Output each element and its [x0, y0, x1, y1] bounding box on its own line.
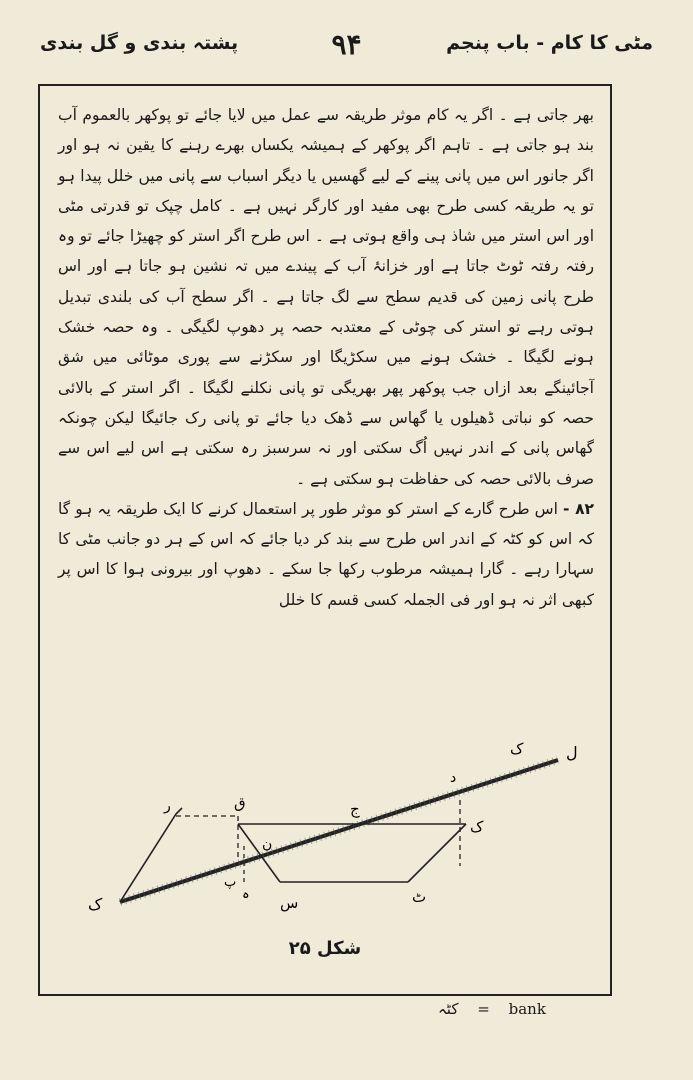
label-s: س	[280, 894, 299, 912]
label-t: ٹ	[412, 888, 427, 906]
label-p: پ	[224, 875, 237, 890]
footnote	[438, 1000, 546, 1018]
inner-right-line	[408, 824, 466, 882]
label-h: ہ	[242, 887, 250, 902]
label-q: ق	[234, 794, 246, 812]
paragraph-2-text: اس طرح گارے کے استر کو موثر طور پر استعمال کرنے کا ایک طریقہ یہ ہو گا کہ اس کو کٹہ کے اندر اس طرح سے بند کر دیا جائے کہ اس کے ہر دو جانب مٹی کا سہارا رہے ۔ گارا ہمیشہ مرطوب رکھا جا سکے ۔ دھوپ اور بیرونی ہوا کا اس پر کبھی اثر نہ ہو اور فی الجملہ کسی قسم کا خلل	[58, 499, 594, 609]
footnote-urdu-term: کٹہ	[438, 1000, 459, 1018]
label-d: د	[450, 770, 457, 786]
label-j: ج	[350, 800, 360, 818]
paragraph-number: ۸۲ -	[563, 499, 594, 518]
footnote-equals: =	[477, 1000, 490, 1018]
running-head-section: پشتہ بندی و گل بندی	[40, 32, 239, 54]
label-k-top: ک	[510, 740, 524, 758]
label-k-mid: ک	[470, 818, 484, 836]
content-frame	[38, 84, 612, 996]
page-number: ۹۴	[331, 28, 362, 61]
paragraph-2	[58, 494, 594, 615]
running-head-chapter: مٹی کا کام - باب پنجم	[446, 32, 653, 54]
paragraph-1: بھر جاتی ہے ۔ اگر یہ کام موثر طریقہ سے عمل میں لایا جائے تو پوکھر بالعموم آب بند ہو جاتی ہے ۔ تاہم اگر پوکھر کے ہمیشہ یکساں بھرے رہنے کا یقین نہ ہو اور اگر جانور اس میں پانی پینے کے لیے گھسیں یا دیگر اسباب سے پانی میں خلل پیدا ہو تو یہ طریقہ کسی طرح بھی مفید اور کارگر نہیں ہے ۔ کامل چپک تو قدرتی مٹی اور اس استر میں شاذ ہی واقع ہوتی ہے ۔ اس طرح اگر استر کو چھیڑا جائے تو وہ رفتہ رفتہ ٹوٹ جاتا ہے اور خزانۂ آب کے پیندے میں تہ نشین ہو جاتا ہے اور اس طرح پانی زمین کی قدیم سطح سے لگ جاتا ہے ۔ اگر سطح آب کی بلندی تبدیل ہوتی رہے تو استر کی چوٹی کے معتدبہ حصہ پر دھوپ لگیگی ۔ وہ حصہ خشک ہونے لگیگا ۔ خشک ہونے میں سکڑیگا اور سکڑنے سے پوری موٹائی میں شق آجائینگے بعد ازاں جب پوکھر پھر بھریگی تو پانی نکلنے لگیگا ۔ اگر استر کے بالائی حصہ کو نباتی ڈھیلوں یا گھاس سے ڈھک دیا جائے تو پانی رک جائیگا لیکن چونکہ گھاس پانی کے اندر نہیں اُگ سکتی اور نہ سرسبز رہ سکتی ہے اس لیے اس سے صرف بالائی حصہ کی حفاظت ہو سکتی ہے ۔	[58, 106, 594, 488]
figure-caption: شکل ۲۵	[288, 938, 362, 959]
footnote-english-term: bank	[508, 1000, 546, 1018]
label-n: ن	[262, 836, 273, 852]
left-slope-line	[120, 808, 182, 902]
label-k-left: ک	[88, 895, 103, 914]
page-header	[40, 28, 653, 64]
label-r: ر	[164, 798, 171, 814]
label-l: ل	[566, 743, 578, 762]
body-text	[58, 100, 594, 615]
